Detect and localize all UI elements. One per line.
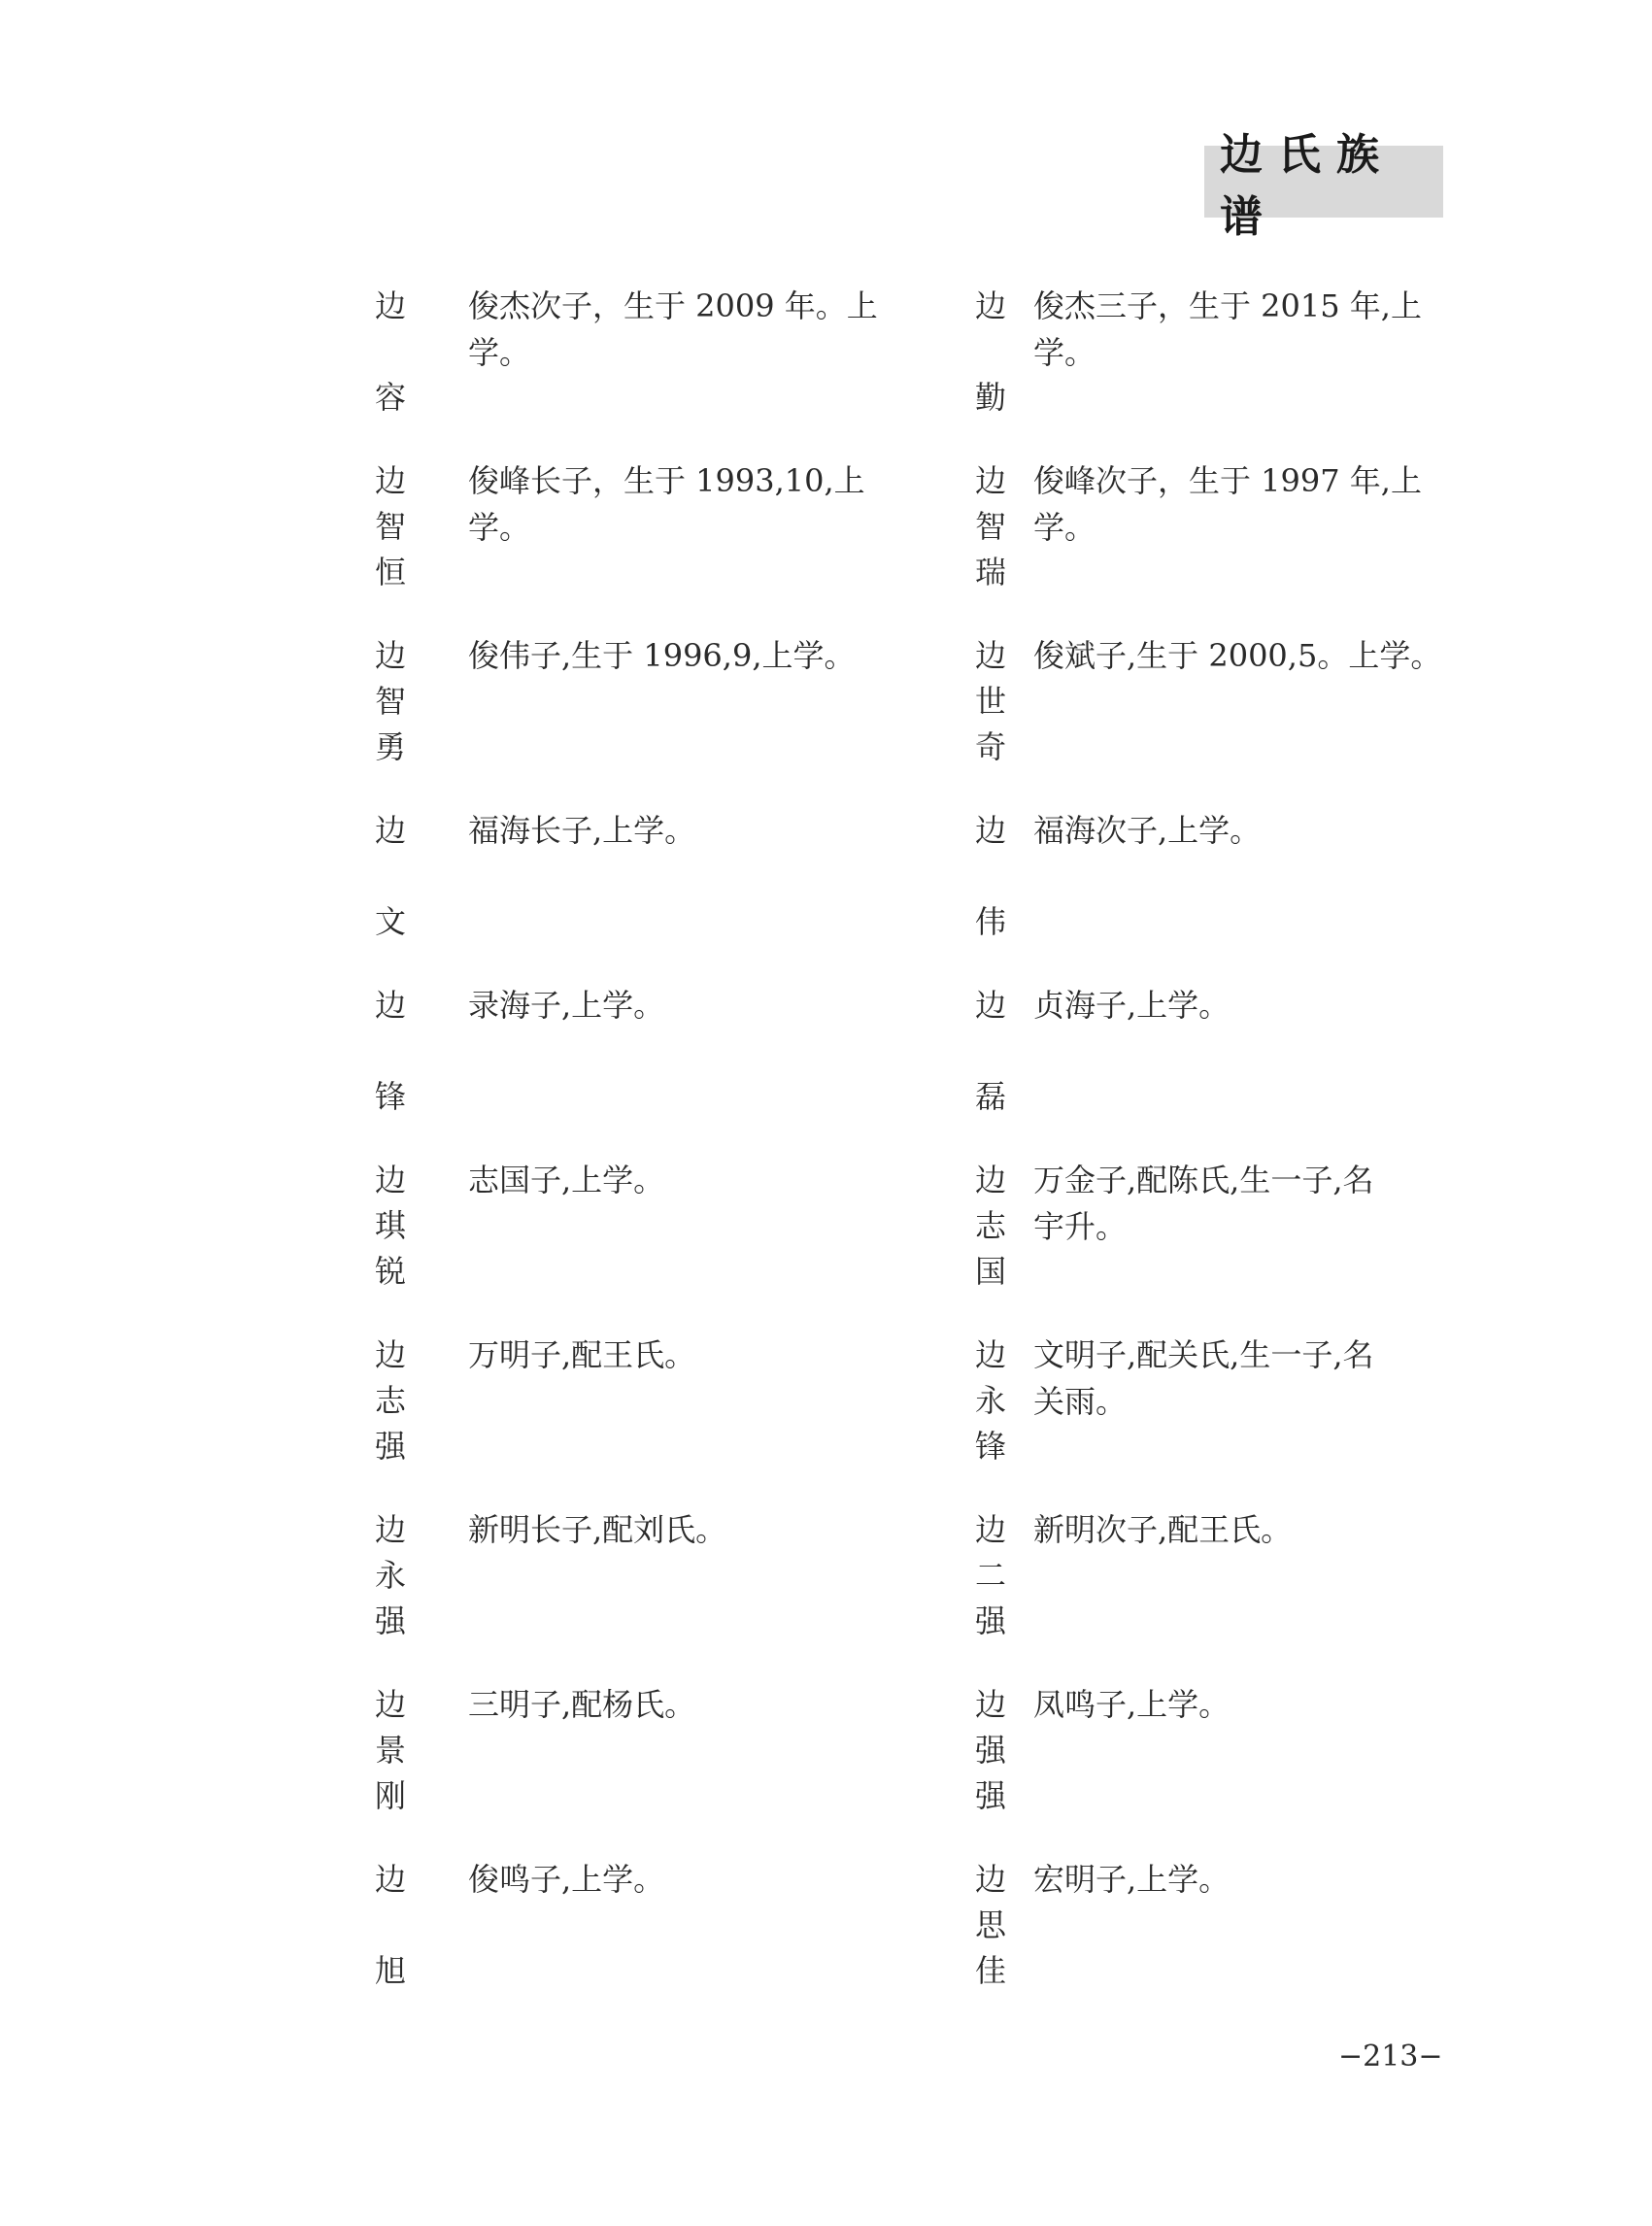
name-character: 边 [374,637,406,674]
person-description [1033,632,1457,679]
description-line: 俊伟子,生于 1996,9,上学。 [468,637,856,674]
name-character: 旭 [374,1952,406,1989]
name-character: 志 [974,1207,1006,1244]
person-description [468,457,895,551]
description-line: 俊峰长子，生于 1993,10,上 [468,462,865,499]
person-description [468,632,895,679]
name-character: 智 [974,508,1006,545]
name-character: 文 [374,903,406,940]
name-character: 边 [374,1511,406,1548]
name-character: 边 [374,1336,406,1373]
person-description [468,807,895,854]
description-line: 新明长子,配刘氏。 [468,1511,727,1548]
description-line: 宇升。 [1033,1208,1128,1245]
description-line: 俊鸣子,上学。 [468,1861,665,1898]
name-character: 边 [974,1336,1006,1373]
name-character: 边 [974,1162,1006,1198]
name-character: 瑞 [974,554,1006,590]
description-line: 学。 [1033,509,1096,546]
person-description [1033,1681,1457,1728]
name-character: 锐 [374,1253,406,1290]
name-character: 世 [974,683,1006,720]
name-character: 边 [974,1861,1006,1898]
description-line: 宏明子,上学。 [1033,1861,1231,1898]
description-line: 福海次子,上学。 [1033,812,1262,849]
description-line: 学。 [1033,334,1096,371]
name-character: 边 [374,1162,406,1198]
description-line: 俊杰三子，生于 2015 年,上 [1033,287,1422,324]
person-description [468,1332,895,1378]
name-character: 永 [974,1382,1006,1419]
name-character: 容 [374,379,406,416]
name-character: 边 [974,1511,1006,1548]
person-description [468,283,895,376]
description-line: 俊斌子,生于 2000,5。上学。 [1033,637,1442,674]
name-character: 强 [974,1732,1006,1769]
person-description [468,1681,895,1728]
person-description [468,1856,895,1903]
person-description [1033,1332,1457,1425]
description-line: 新明次子,配王氏。 [1033,1511,1293,1548]
name-character: 边 [374,987,406,1024]
name-character: 二 [974,1557,1006,1594]
name-character: 边 [974,462,1006,499]
name-character: 刚 [374,1777,406,1814]
name-character: 伟 [974,903,1006,940]
page-header-title: 边氏族谱 [1220,130,1395,242]
name-character: 景 [374,1732,406,1769]
person-description [1033,1856,1457,1903]
name-character: 边 [374,812,406,849]
person-description [468,1157,895,1203]
name-character: 智 [374,508,406,545]
description-line: 万金子,配陈氏,生一子,名 [1033,1162,1374,1198]
name-character: 边 [374,1686,406,1723]
description-line: 贞海子,上学。 [1033,987,1231,1024]
name-character: 边 [974,637,1006,674]
description-line: 三明子,配杨氏。 [468,1686,696,1723]
person-description [1033,982,1457,1029]
person-description [1033,807,1457,854]
name-character: 强 [374,1602,406,1639]
description-line: 学。 [468,334,531,371]
name-character: 边 [374,1861,406,1898]
person-description [1033,283,1457,376]
person-description [468,982,895,1029]
description-line: 万明子,配王氏。 [468,1336,696,1373]
description-line: 关雨。 [1033,1383,1128,1420]
name-character: 边 [374,287,406,324]
name-character: 边 [974,1686,1006,1723]
name-character: 志 [374,1382,406,1419]
description-line: 文明子,配关氏,生一子,名 [1033,1336,1374,1373]
name-character: 锋 [974,1428,1006,1465]
name-character: 奇 [974,728,1006,765]
name-character: 智 [374,683,406,720]
person-description [1033,457,1457,551]
name-character: 边 [974,812,1006,849]
name-character: 永 [374,1557,406,1594]
name-character: 恒 [374,554,406,590]
name-character: 锋 [374,1078,406,1115]
name-character: 勇 [374,728,406,765]
name-character: 勤 [974,379,1006,416]
person-description [1033,1157,1457,1250]
name-character: 强 [974,1777,1006,1814]
name-character: 边 [374,462,406,499]
name-character: 国 [974,1253,1006,1290]
header-box [1204,130,1443,242]
name-character: 强 [974,1602,1006,1639]
person-description [1033,1506,1457,1553]
page-number: −213− [1338,2040,1443,2074]
name-character: 边 [974,287,1006,324]
description-line: 福海长子,上学。 [468,812,696,849]
description-line: 凤鸣子,上学。 [1033,1686,1231,1723]
name-character: 琪 [374,1207,406,1244]
name-character: 思 [974,1906,1006,1943]
name-character: 佳 [974,1952,1006,1989]
description-line: 学。 [468,509,531,546]
description-line: 俊峰次子，生于 1997 年,上 [1033,462,1422,499]
description-line: 俊杰次子，生于 2009 年。上 [468,287,878,324]
name-character: 强 [374,1428,406,1465]
name-character: 磊 [974,1078,1006,1115]
description-line: 志国子,上学。 [468,1162,665,1198]
name-character: 边 [974,987,1006,1024]
person-description [468,1506,895,1553]
description-line: 录海子,上学。 [468,987,665,1024]
